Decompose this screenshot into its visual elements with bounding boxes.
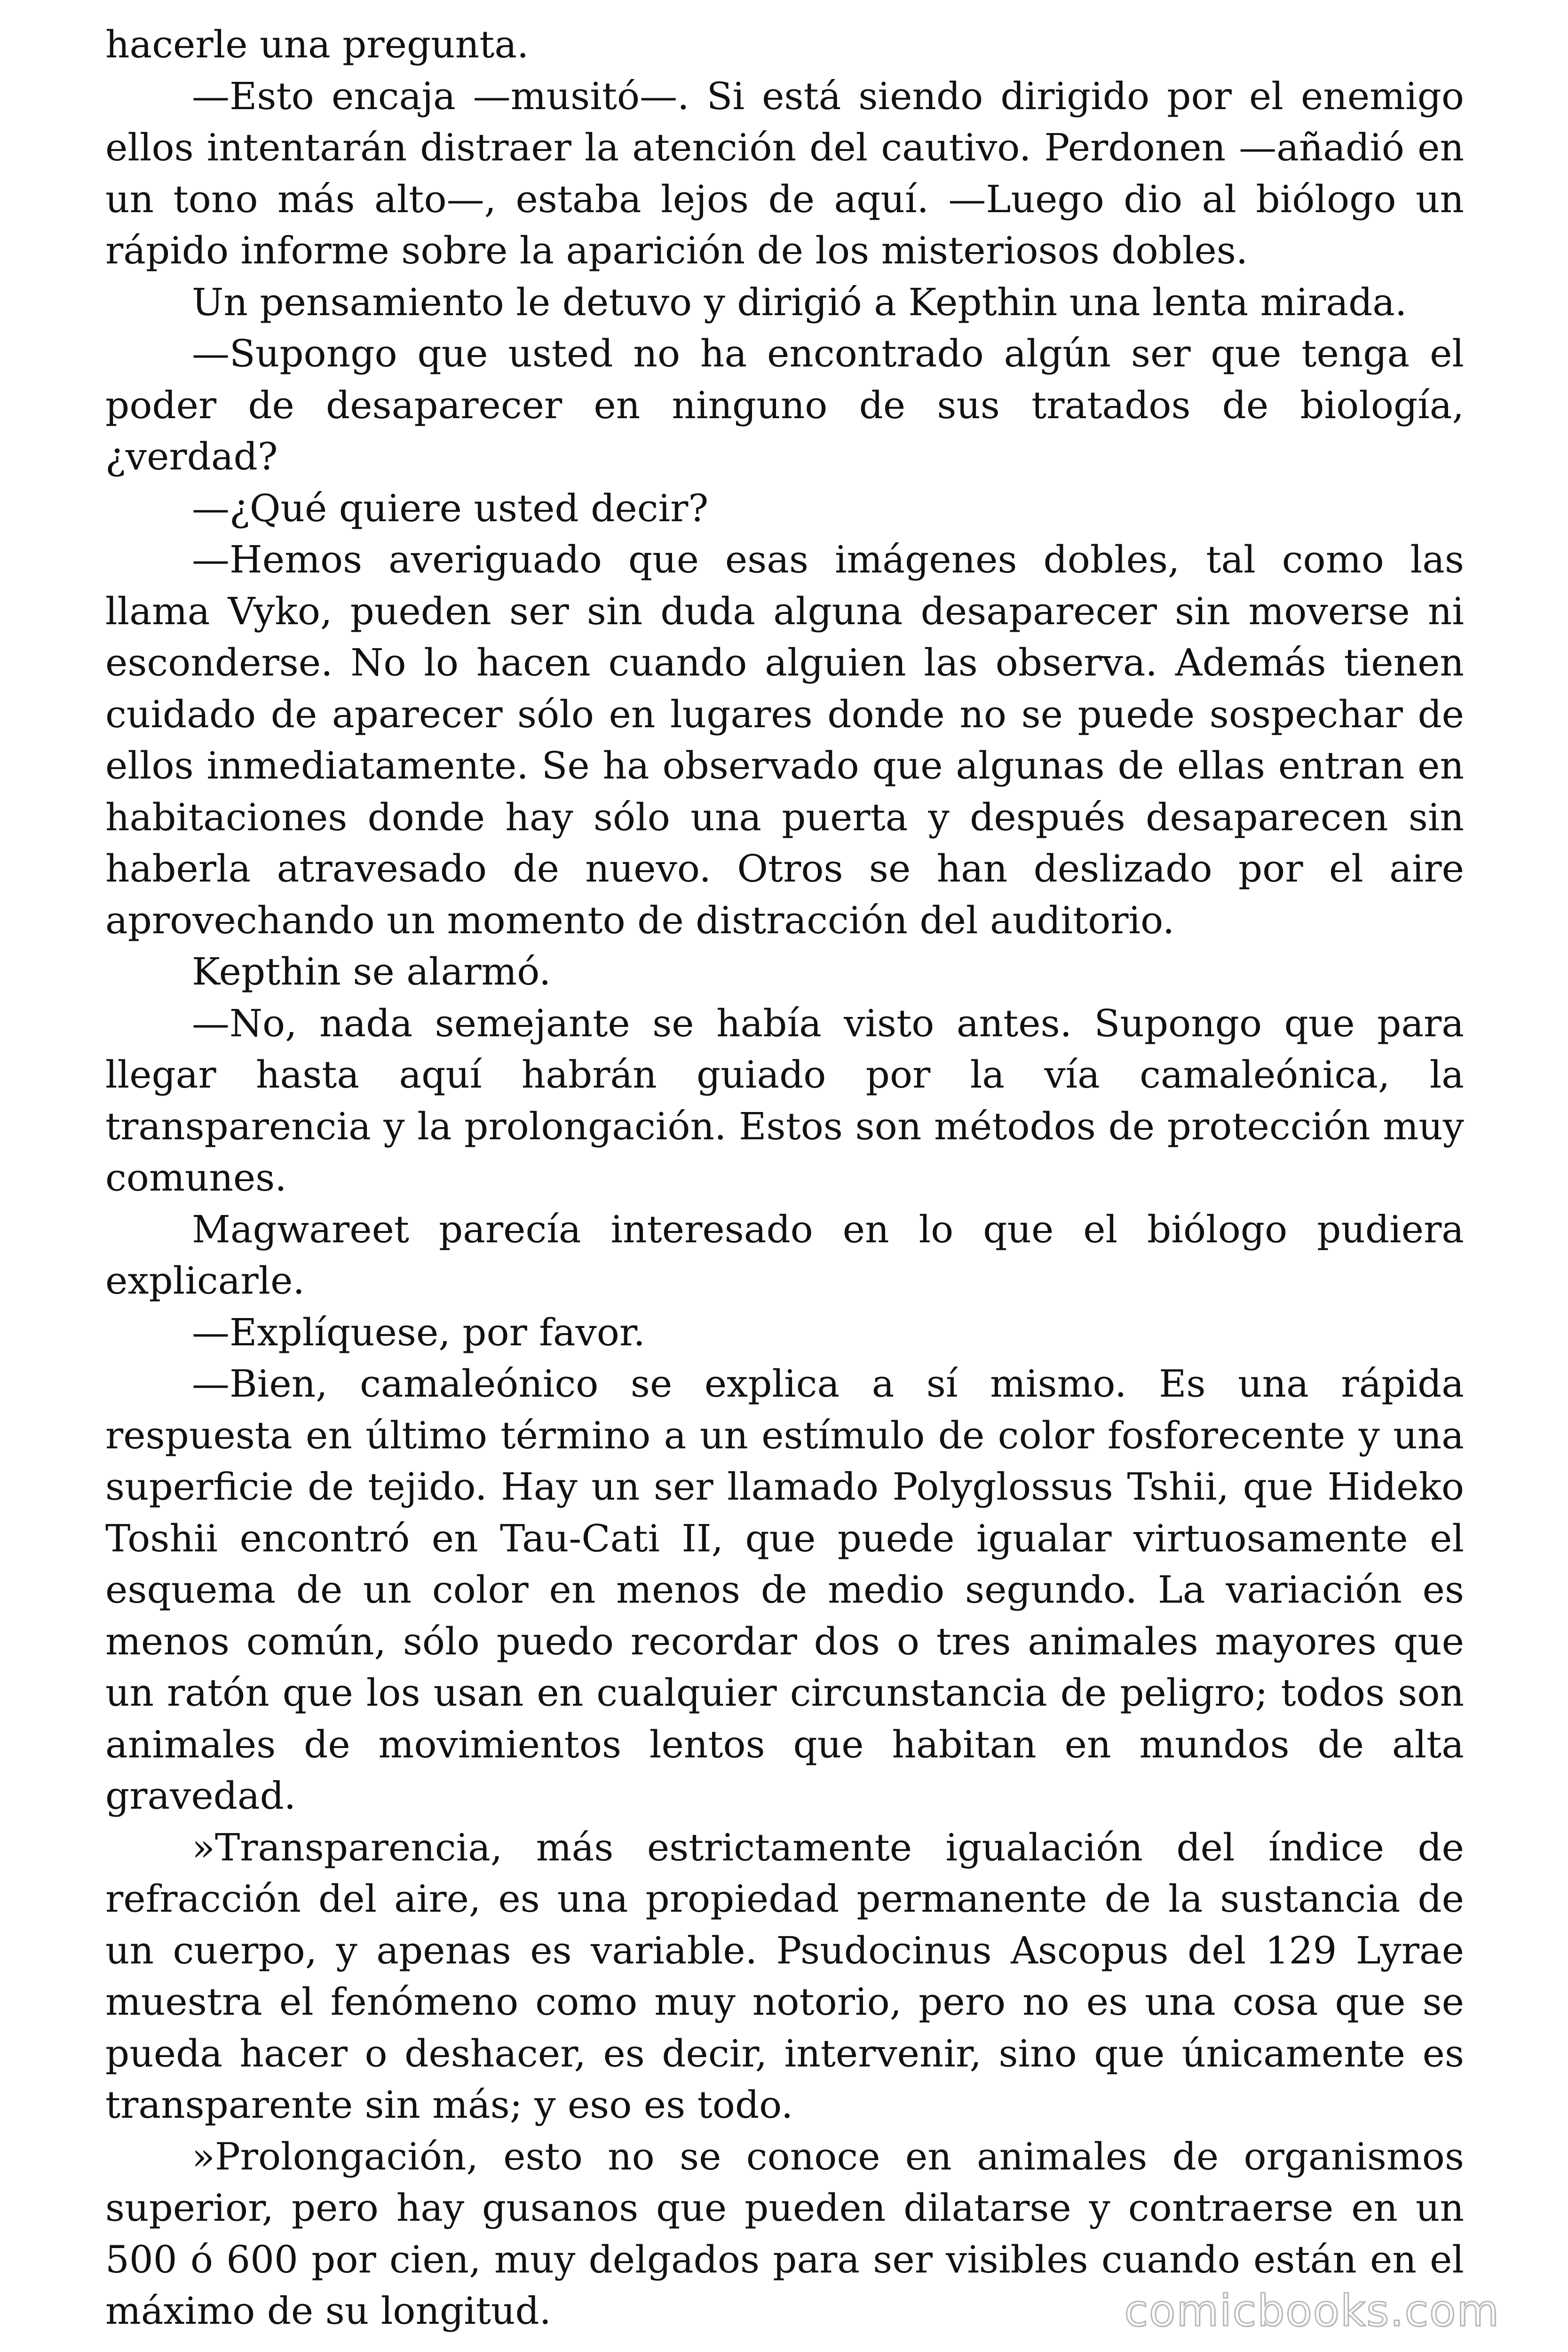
paragraph: —Bien, camaleónico se explica a sí mismo. Es una rápida respuesta en último término a un estímulo de color fosforecente y una superficie de tejido. Hay un ser llamado Polyglossus Tshii, que Hideko Toshii encontró en Tau-Cati II, que puede igualar virtuosamente el esquema de un color en menos de medio segundo. La variación es menos común, sólo puedo recordar dos o tres animales mayores que un ratón que los usan en cualquier circunstancia de peligro; todos son animales de movimientos lentos que habitan en mundos de alta gravedad. [105,1362,1464,1818]
paragraph: —Esto encaja —musitó—. Si está siendo dirigido por el enemigo ellos intentarán distraer la atención del cautivo. Perdonen —añadió en un tono más alto—, estaba lejos de aquí. —Luego dio al biólogo un rápido informe sobre la aparición de los misteriosos dobles. [105,74,1464,272]
page-body [105,19,1464,2337]
watermark: comicbooks.com [1124,2286,1500,2336]
paragraph: Kepthin se alarmó. [192,950,551,993]
paragraph: —No, nada semejante se había visto antes. Supongo que para llegar hasta aquí habrán guiado por la vía camaleónica, la transparencia y la prolongación. Estos son métodos de protección muy comunes. [105,1001,1464,1200]
paragraph: —Supongo que usted no ha encontrado algún ser que tenga el poder de desaparecer en ninguno de sus tratados de biología, ¿verdad? [105,332,1464,478]
paragraph: —¿Qué quiere usted decir? [192,486,709,530]
paragraph: —Hemos averiguado que esas imágenes dobles, tal como las llama Vyko, pueden ser sin duda alguna desaparecer sin moverse ni esconderse. No lo hacen cuando alguien las observa. Además tienen cuidado de aparecer sólo en lugares donde no se puede sospechar de ellos inmediatamente. Se ha observado que algunas de ellas entran en habitaciones donde hay sólo una puerta y después desaparecen sin haberla atravesado de nuevo. Otros se han deslizado por el aire aprovechando un momento de distracción del auditorio. [105,538,1464,942]
paragraph: »Transparencia, más estrictamente igualación del índice de refracción del aire, es una propiedad permanente de la sustancia de un cuerpo, y apenas es variable. Psudocinus Ascopus del 129 Lyrae muestra el fenómeno como muy notorio, pero no es una cosa que se pueda hacer o deshacer, es decir, intervenir, sino que únicamente es transparente sin más; y eso es todo. [105,1825,1464,2127]
paragraph: hacerle una pregunta. [105,23,529,66]
paragraph: »Prolongación, esto no se conoce en animales de organismos superior, pero hay gusanos que pueden dilatarse y contraerse en un 500 ó 600 por cien, muy delgados para ser visibles cuando están en el máximo de su longitud. [105,2134,1464,2333]
paragraph: Magwareet parecía interesado en lo que el biólogo pudiera explicarle. [105,1207,1464,1303]
paragraph: —Explíquese, por favor. [192,1310,645,1354]
paragraph: Un pensamiento le detuvo y dirigió a Kepthin una lenta mirada. [192,280,1407,324]
